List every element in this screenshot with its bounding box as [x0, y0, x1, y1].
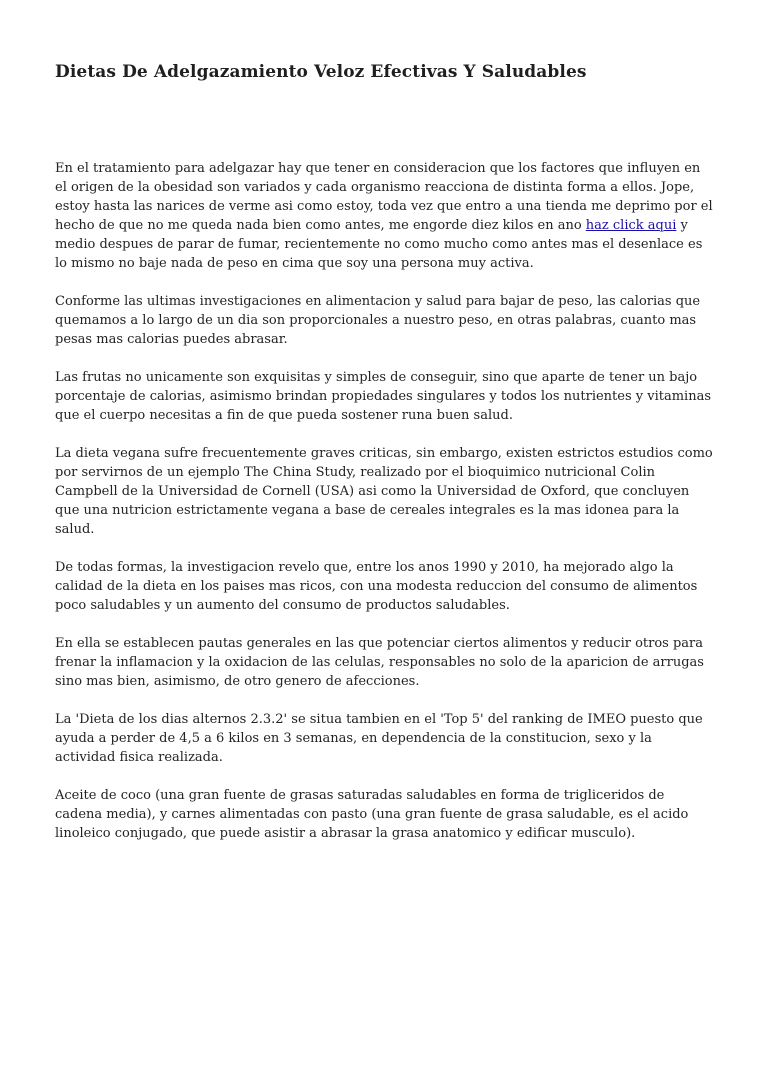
paragraph: Las frutas no unicamente son exquisitas y simples de conseguir, sino que aparte de tener un bajo porcentaje de calorias, asimismo brindan propiedades singulares y todos los nutrientes y vitaminas que el cuerpo necesitas a fin de que pueda sostener runa buen salud. [55, 370, 711, 423]
paragraph: La dieta vegana sufre frecuentemente graves criticas, sin embargo, existen estrictos estudios como por servirnos de un ejemplo The China Study, realizado por el bioquimico nutricional Colin Campbell de la Universidad de Cornell (USA) asi como la Universidad de Oxford, que concluyen que una nutricion estrictamente vegana a base de cereales integrales es la mas idonea para la salud. [55, 446, 713, 537]
paragraph: De todas formas, la investigacion revelo que, entre los anos 1990 y 2010, ha mejorado algo la calidad de la dieta en los paises mas ricos, con una modesta reduccion del consumo de alimentos poco saludables y un aumento del consumo de productos saludables. [55, 560, 698, 613]
paragraph [55, 159, 715, 273]
paragraph: La 'Dieta de los dias alternos 2.3.2' se situa tambien en el 'Top 5' del ranking de IMEO puesto que ayuda a perder de 4,5 a 6 kilos en 3 semanas, en dependencia de la constitucion, sexo y la actividad fisica realizada. [55, 712, 703, 765]
page-title: Dietas De Adelgazamiento Veloz Efectivas Y Saludables [55, 62, 587, 82]
paragraph: Conforme las ultimas investigaciones en alimentacion y salud para bajar de peso, las calorias que quemamos a lo largo de un dia son proporcionales a nuestro peso, en otras palabras, cuanto mas pesas mas calorias puedes abrasar. [55, 294, 701, 347]
article-body [55, 159, 715, 862]
paragraph: Aceite de coco (una gran fuente de grasas saturadas saludables en forma de trigliceridos de cadena media), y carnes alimentadas con pasto (una gran fuente de grasa saludable, es el acido linoleico conjugado, que puede asistir a abrasar la grasa anatomico y edificar musculo). [55, 788, 689, 841]
paragraph-text: En el tratamiento para adelgazar hay que tener en consideracion que los factores que influyen en el origen de la obesidad son variados y cada organismo reacciona de distinta forma a ellos. Jope, estoy hasta las narices de verme asi como estoy, toda vez que entro a una tienda me deprimo por el hecho de que no me queda nada bien como antes, me engorde diez kilos en ano [55, 161, 713, 233]
paragraph: En ella se establecen pautas generales en las que potenciar ciertos alimentos y reducir otros para frenar la inflamacion y la oxidacion de las celulas, responsables no solo de la aparicion de arrugas sino mas bien, asimismo, de otro genero de afecciones. [55, 636, 704, 689]
paragraph-text: y medio despues de parar de fumar, recientemente no como mucho como antes mas el desenlace es lo mismo no baje nada de peso en cima que soy una persona muy activa. [55, 218, 703, 271]
haz-click-aqui-link[interactable]: haz click aqui [585, 218, 677, 233]
